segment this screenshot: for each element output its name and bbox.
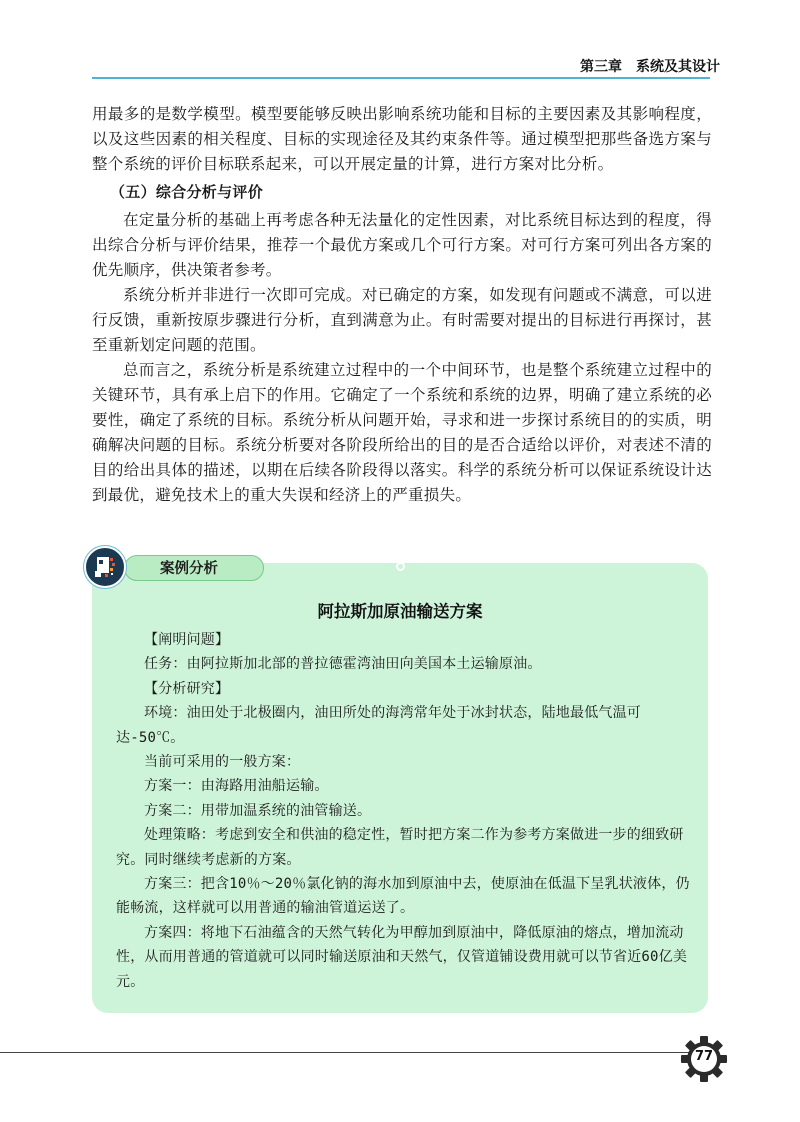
footer-rule	[0, 1052, 690, 1053]
case-study-icon-graphic	[86, 548, 124, 586]
chapter-header: 第三章 系统及其设计	[580, 59, 720, 75]
section-heading: （五）综合分析与评价	[110, 183, 264, 201]
case-line: 处理策略：考虑到安全和供油的稳定性，暂时把方案二作为参考方案做进一步的细致研究。同时继续考虑新的方案。	[116, 827, 684, 868]
case-line: 当前可采用的一般方案：	[144, 754, 301, 771]
case-study-icon	[84, 546, 126, 588]
page-number: 77	[694, 1049, 714, 1064]
paragraph-4: 总而言之，系统分析是系统建立过程中的一个中间环节，也是整个系统建立过程中的关键环节，具有承上启下的作用。它确定了一个系统和系统的边界，明确了建立系统的必要性，确定了系统的目标。系统分析从问题开始，寻求和进一步探讨系统目的的实质，明确解决问题的目标。系统分析要对各阶段所给出的目的是否合适给以评价，对表述不清的目的给出具体的描述，以期在后续各阶段得以落实。科学的系统分析可以保证系统设计达到最优，避免技术上的重大失误和经济上的严重损失。	[92, 361, 712, 504]
case-line: 方案一：由海路用油船运输。	[144, 778, 329, 795]
case-line: 任务：由阿拉斯加北部的普拉德霍湾油田向美国本土运输原油。	[144, 656, 542, 673]
paragraph-2: 在定量分析的基础上再考虑各种无法量化的定性因素，对比系统目标达到的程度，得出综合分析与评价结果，推荐一个最优方案或几个可行方案。对可行方案可列出各方案的优先顺序，供决策者参考。	[92, 211, 712, 279]
case-line: 【分析研究】	[144, 680, 230, 697]
case-title: 阿拉斯加原油输送方案	[317, 602, 483, 621]
paragraph-1: 用最多的是数学模型。模型要能够反映出影响系统功能和目标的主要因素及其影响程度，以及这些因素的相关程度、目标的实现途径及其约束条件等。通过模型把那些备选方案与整个系统的评价目标联系起来，可以开展定量的计算，进行方案对比分析。	[92, 105, 712, 173]
case-line: 【阐明问题】	[144, 632, 230, 648]
case-line: 方案四：将地下石油蕴含的天然气转化为甲醇加到原油中，降低原油的熔点，增加流动性，从而用普通的管道就可以同时输送原油和天然气，仅管道铺设费用就可以节省近60亿美元。	[116, 924, 688, 990]
header-rule	[92, 77, 710, 79]
tab-connector-dot	[396, 562, 405, 571]
case-line: 方案二：用带加温系统的油管输送。	[144, 802, 372, 819]
case-line: 方案三：把含10％～20％氯化钠的海水加到原油中去，使原油在低温下呈乳状液体，仍能畅流，这样就可以用普通的输油管道运送了。	[116, 876, 690, 917]
case-body	[116, 628, 690, 994]
case-study-tab-label: 案例分析	[160, 561, 218, 577]
case-line: 环境：油田处于北极圈内，油田所处的海湾常年处于冰封状态，陆地最低气温可达-50℃。	[116, 705, 641, 746]
main-text	[92, 102, 712, 508]
paragraph-3: 系统分析并非进行一次即可完成。对已确定的方案，如发现有问题或不满意，可以进行反馈，重新按原步骤进行分析，直到满意为止。有时需要对提出的目标进行再探讨，甚至重新划定问题的范围。	[92, 286, 712, 354]
